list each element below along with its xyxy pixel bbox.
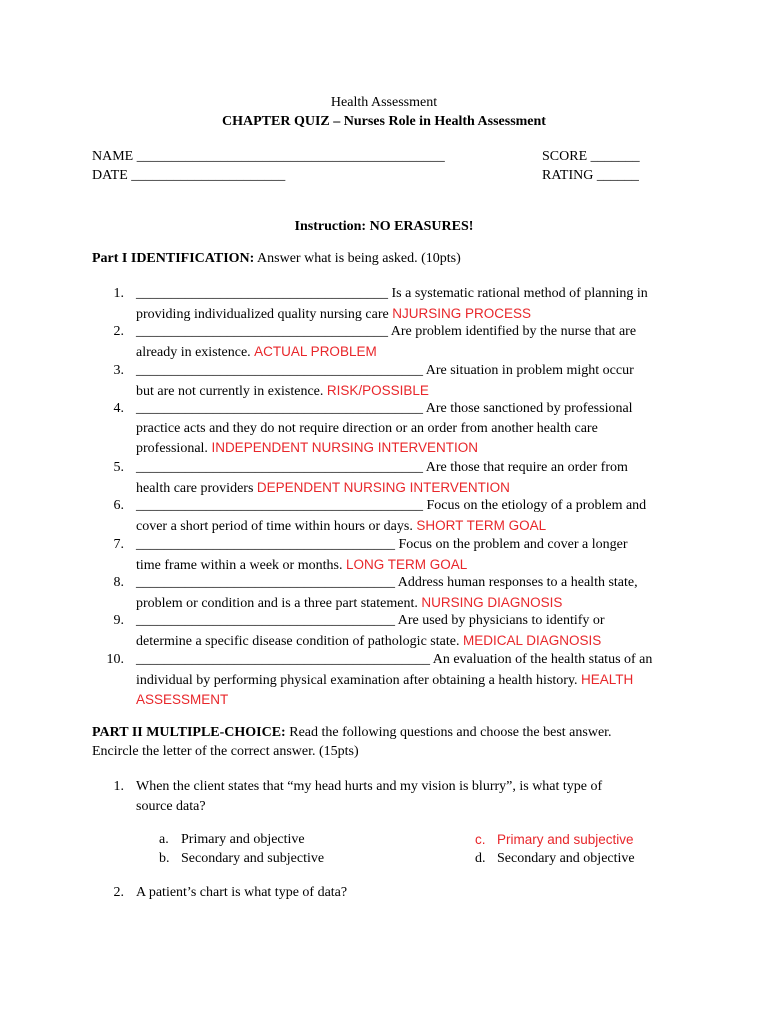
score-label: SCORE xyxy=(542,149,588,164)
item-question-line1[interactable]: ____________________________________ Are problem identified by the nurse that are xyxy=(136,324,637,339)
item-question-line1[interactable]: _____________________________________ Are used by physicians to identify or xyxy=(136,613,605,628)
item-question-line2 xyxy=(136,381,696,402)
item-answer-continued: ASSESSMENT xyxy=(136,692,229,707)
item-answer: RISK/POSSIBLE xyxy=(326,382,429,398)
item-question-text: professional. xyxy=(136,441,212,456)
name-label: NAME xyxy=(92,149,134,164)
question-text-line2: source data? xyxy=(136,799,206,814)
part1-title: Part I IDENTIFICATION: xyxy=(92,251,255,266)
part2-directions-2: Encircle the letter of the correct answer. (15pts) xyxy=(92,744,359,759)
date-field[interactable] xyxy=(92,166,285,185)
instruction xyxy=(0,217,768,236)
item-question-text: individual by performing physical examination after obtaining a health history. xyxy=(136,672,582,688)
item-question-line1[interactable]: ____________________________________ Is a systematic rational method of planning in xyxy=(136,286,648,301)
quiz-title-text: CHAPTER QUIZ – Nurses Role in Health Assessment xyxy=(222,114,546,129)
option-letter-d[interactable]: d. xyxy=(475,851,486,866)
identification-item xyxy=(136,361,696,401)
identification-item xyxy=(136,535,696,575)
item-question-line1[interactable]: _____________________________________ Focus on the problem and cover a longer xyxy=(136,537,628,552)
item-question-line3 xyxy=(136,438,696,459)
part1-directions: Answer what is being asked. (10pts) xyxy=(257,251,461,266)
item-answer: SHORT TERM GOAL xyxy=(416,517,547,533)
item-question-text: time frame within a week or months. xyxy=(136,557,346,573)
date-blank[interactable]: ______________________ xyxy=(131,168,286,183)
item-answer: ACTUAL PROBLEM xyxy=(254,343,377,359)
item-question-line2 xyxy=(136,631,696,652)
item-question-text: cover a short period of time within hours or days. xyxy=(136,518,417,534)
option-text-d[interactable]: Secondary and objective xyxy=(497,851,635,866)
item-question-line1[interactable]: _____________________________________ Address human responses to a health state, xyxy=(136,575,638,590)
item-question-line1[interactable]: _________________________________________ Focus on the etiology of a problem and xyxy=(136,498,647,513)
item-answer: HEALTH xyxy=(581,671,634,687)
score-blank[interactable]: _______ xyxy=(590,149,640,164)
date-label: DATE xyxy=(92,168,128,183)
item-number: 9. xyxy=(113,613,124,628)
question-number: 1. xyxy=(113,779,124,794)
item-number: 5. xyxy=(113,460,124,475)
item-question-text: already in existence. xyxy=(136,344,255,360)
option-letter-a[interactable]: a. xyxy=(159,832,169,847)
item-number: 7. xyxy=(113,537,124,552)
item-answer: DEPENDENT NURSING INTERVENTION xyxy=(256,479,510,495)
item-question-line1[interactable]: _________________________________________ Are those that require an order from xyxy=(136,460,628,475)
item-number: 2. xyxy=(113,324,124,339)
item-number: 8. xyxy=(113,575,124,590)
item-question-line2 xyxy=(136,478,696,499)
name-field[interactable] xyxy=(92,147,445,166)
item-answer: MEDICAL DIAGNOSIS xyxy=(462,632,602,648)
identification-item xyxy=(136,573,696,613)
item-question-line1[interactable]: _________________________________________ Are those sanctioned by professional xyxy=(136,401,633,416)
item-question-line2 xyxy=(136,555,696,576)
item-question-text: problem or condition and is a three part statement. xyxy=(136,595,422,611)
item-question-text: practice acts and they do not require direction or an order from another health care xyxy=(136,420,598,436)
question-text-line1: A patient’s chart is what type of data? xyxy=(136,885,348,900)
identification-item xyxy=(136,322,696,362)
item-question-text: health care providers xyxy=(136,480,257,496)
item-question-line2 xyxy=(136,593,696,614)
item-question-line2 xyxy=(136,342,696,363)
score-field[interactable] xyxy=(542,147,640,166)
question-number: 2. xyxy=(113,885,124,900)
item-question-line2 xyxy=(136,516,696,537)
name-blank[interactable]: ____________________________________________ xyxy=(136,149,445,164)
part1-heading xyxy=(92,249,461,268)
identification-item xyxy=(136,611,696,651)
option-letter-c[interactable]: c. xyxy=(475,832,486,847)
item-answer: LONG TERM GOAL xyxy=(345,556,468,572)
question-text-line1: When the client states that “my head hurts and my vision is blurry”, is what type of xyxy=(136,779,603,794)
part2-directions-1: Read the following questions and choose the best answer. xyxy=(289,725,612,740)
item-number: 10. xyxy=(106,652,124,667)
identification-item xyxy=(136,496,696,536)
rating-label: RATING xyxy=(542,168,594,183)
item-number: 1. xyxy=(113,286,124,301)
quiz-title xyxy=(0,112,768,131)
item-question-line3 xyxy=(136,690,696,711)
part2-title: PART II MULTIPLE-CHOICE: xyxy=(92,725,286,740)
item-number: 4. xyxy=(113,401,124,416)
item-question-line2 xyxy=(136,419,696,439)
item-question-line2 xyxy=(136,670,696,691)
identification-item xyxy=(136,284,696,324)
identification-item xyxy=(136,399,696,459)
rating-field[interactable] xyxy=(542,166,639,185)
item-number: 3. xyxy=(113,363,124,378)
instruction-text: Instruction: NO ERASURES! xyxy=(294,219,474,234)
option-text-a[interactable]: Primary and objective xyxy=(181,832,305,847)
item-question-line2 xyxy=(136,304,696,325)
option-letter-b[interactable]: b. xyxy=(159,851,170,866)
item-question-text: but are not currently in existence. xyxy=(136,383,327,399)
quiz-subject: Health Assessment xyxy=(330,95,438,110)
item-question-line1[interactable]: __________________________________________ An evaluation of the health status of an xyxy=(136,652,653,667)
identification-item xyxy=(136,650,696,711)
option-text-c[interactable]: Primary and subjective xyxy=(497,832,634,847)
item-answer: NJURSING PROCESS xyxy=(392,305,531,321)
item-question-text: providing individualized quality nursing care xyxy=(136,306,393,322)
item-question-line1[interactable]: _________________________________________ Are situation in problem might occur xyxy=(136,363,634,378)
rating-blank[interactable]: ______ xyxy=(596,168,639,183)
option-text-b[interactable]: Secondary and subjective xyxy=(181,851,325,866)
part2-heading xyxy=(92,723,612,742)
item-answer: INDEPENDENT NURSING INTERVENTION xyxy=(211,440,478,455)
item-question-text: determine a specific disease condition of pathologic state. xyxy=(136,633,463,649)
item-number: 6. xyxy=(113,498,124,513)
identification-item xyxy=(136,458,696,498)
item-answer: NURSING DIAGNOSIS xyxy=(421,594,563,610)
